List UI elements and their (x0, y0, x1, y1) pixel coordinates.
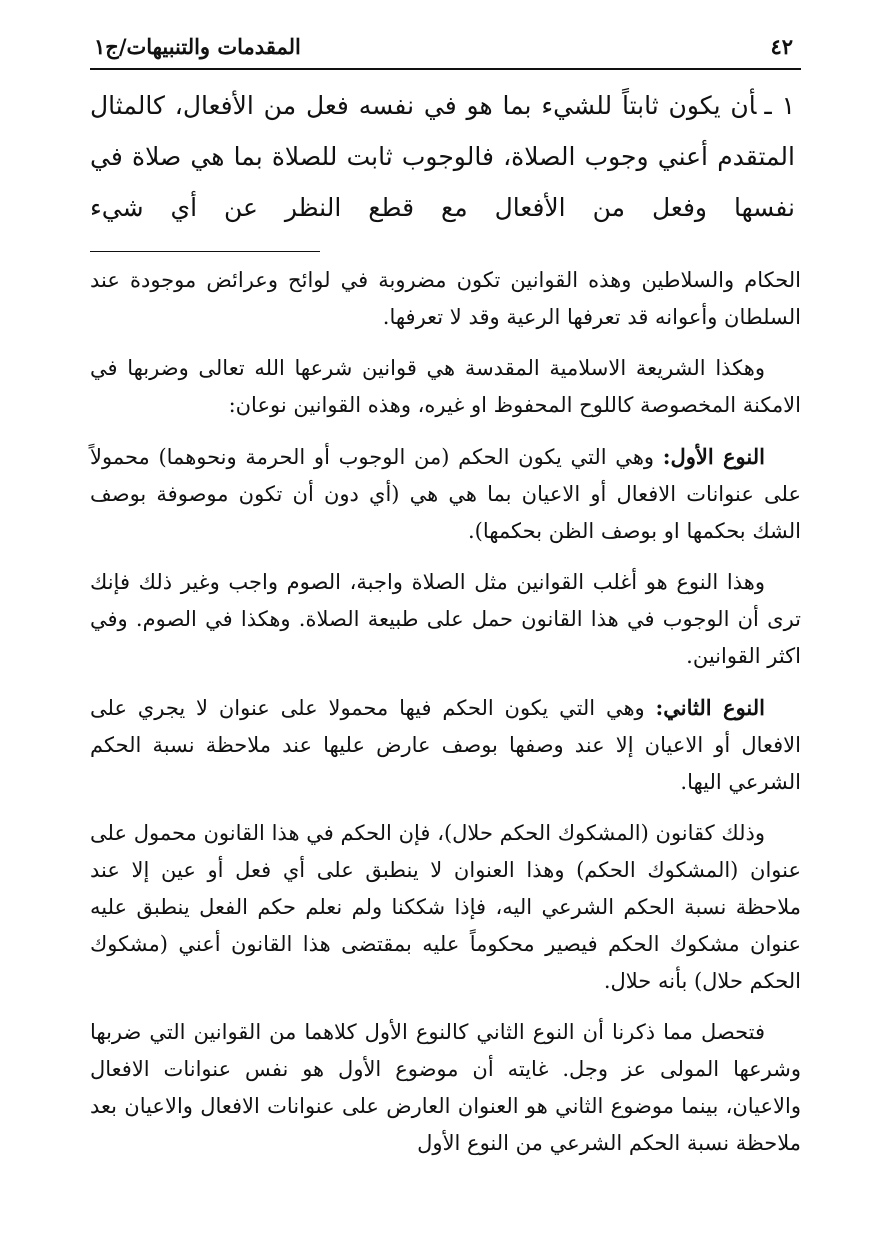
footnote-text: الحكام والسلاطين وهذه القوانين تكون مضروبة في لوائح وعرائض موجودة عند السلطان وأعوانه قد تعرفها الرعية وقد لا تعرفها. (90, 268, 801, 329)
item-number: ١ ـ (764, 91, 795, 120)
page-number: ٤٢ (770, 34, 793, 59)
footnote-heading: النوع الأول: (662, 444, 765, 469)
footnote-paragraph-1 (90, 262, 801, 336)
footnote-text: وهي التي يكون الحكم (من الوجوب أو الحرمة ونحوهما) محمولاً على عنوانات الافعال أو الاعيان بما هي هي (أي دون أن تكون موصوفة بوصف الشك بحكمها او بوصف الظن بحكمها). (90, 445, 801, 543)
book-page (90, 28, 801, 1228)
footnote-text: وهكذا الشريعة الاسلامية المقدسة هي قوانين شرعها الله تعالى وضربها في الامكنة المخصوصة كاللوح المحفوظ او غيره، وهذه القوانين نوعان: (90, 356, 801, 417)
footnote-paragraph-6 (90, 815, 801, 1000)
footnote-paragraph-4 (90, 564, 801, 675)
footnote-text: وهذا النوع هو أغلب القوانين مثل الصلاة واجبة، الصوم واجب وغير ذلك فإنك ترى أن الوجوب في هذا القانون حمل على طبيعة الصلاة. وهكذا في الصوم. وفي اكثر القوانين. (90, 570, 801, 668)
footnote-paragraph-5 (90, 689, 801, 801)
main-text-body: أن يكون ثابتاً للشيء بما هو في نفسه فعل من الأفعال، كالمثال المتقدم أعني وجوب الصلاة، فالوجوب ثابت للصلاة بما هي صلاة في نفسها وفعل من الأفعال مع قطع النظر عن أي شيء (90, 91, 795, 222)
footnote-paragraph-2 (90, 350, 801, 424)
footnote-separator (90, 251, 320, 252)
footnote-text: وهي التي يكون الحكم فيها محمولا على عنوان لا يجري على الافعال أو الاعيان إلا عند وصفها بوصف عارض عليها عند ملاحظة نسبة الحكم الشرعي اليها. (90, 696, 801, 794)
footnote-heading: النوع الثاني: (655, 695, 765, 720)
footnote-text: فتحصل مما ذكرنا أن النوع الثاني كالنوع الأول كلاهما من القوانين التي ضربها وشرعها المولى عز وجل. غايته أن موضوع الأول هو نفس عنوانات الافعال والاعيان، بينما موضوع الثاني هو العنوان العارض على عنوانات الافعال والاعيان بعد ملاحظة نسبة الحكم الشرعي من النوع الأول (90, 1020, 801, 1155)
footnote-text: وذلك كقانون (المشكوك الحكم حلال)، فإن الحكم في هذا القانون محمول على عنوان (المشكوك الحكم) وهذا العنوان لا ينطبق على أي فعل أو عين إلا عند ملاحظة نسبة الحكم الشرعي اليه، فإذا شككنا ولم نعلم حكم الفعل ينطبق عليه عنوان مشكوك الحكم فيصير محكوماً عليه بمقتضى هذا القانون أعني (مشكوك الحكم حلال) بأنه حلال. (90, 821, 801, 993)
running-title: المقدمات والتنبيهات/ج١ (94, 34, 301, 59)
main-text-paragraph (90, 80, 801, 233)
page-header (90, 28, 801, 70)
footnote-paragraph-7 (90, 1014, 801, 1162)
footnote-paragraph-3 (90, 438, 801, 550)
footnotes-section (90, 262, 801, 1162)
